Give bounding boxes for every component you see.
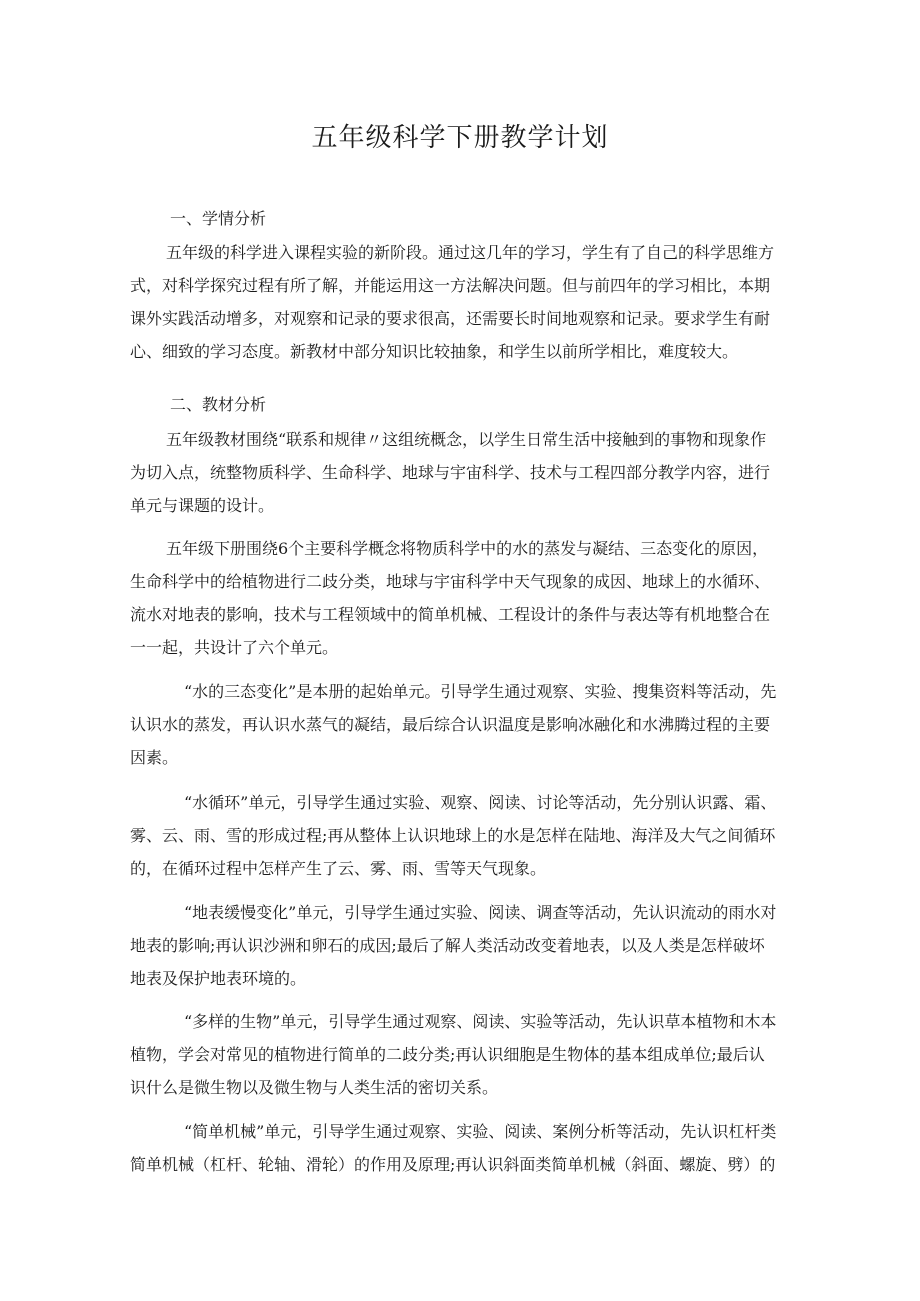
- text-line: 为切入点，统整物质科学、生命科学、地球与宇宙科学、技术与工程四部分教学内容，进行: [130, 463, 771, 482]
- text-line: 式，对科学探究过程有所了解，并能运用这一方法解决问题。但与前四年的学习相比，本期: [130, 276, 771, 295]
- text-line: 流水对地表的影响，技术与工程领域中的简单机械、工程设计的条件与表达等有机地整合在: [130, 605, 771, 624]
- text-line: “水的三态变化”是本册的起始单元。引导学生通过观察、实验、搜集资料等活动，先: [184, 682, 777, 701]
- text-line: 简单机械（杠杆、轮轴、滑轮）的作用及原理;再认识斜面类简单机械（斜面、螺旋、劈）的: [130, 1155, 776, 1174]
- paragraph-unit-simple-machines: [130, 1115, 830, 1181]
- text-line: 一一起，共设计了六个单元。: [130, 638, 339, 657]
- text-line: 因素。: [130, 748, 179, 767]
- document-title: 五年级科学下册教学计划: [311, 123, 609, 153]
- text-line: “简单机械”单元，引导学生通过观察、实验、阅读、案例分析等活动，先认识杠杆类: [184, 1122, 777, 1141]
- paragraph-student-analysis: [130, 236, 830, 368]
- text-line: 认识水的蒸发，再认识水蒸气的凝结，最后综合认识温度是影响冰融化和水沸腾过程的主要: [130, 715, 771, 734]
- text-line: 雾、云、雨、雪的形成过程;再从整体上认识地球上的水是怎样在陆地、海洋及大气之间循环: [130, 826, 776, 845]
- paragraph-unit-water-states: [130, 675, 830, 774]
- text-line: 课外实践活动增多，对观察和记录的要求很高，还需要长时间地观察和记录。要求学生有耐: [130, 309, 771, 328]
- text-line: 五年级的科学进入课程实验的新阶段。通过这几年的学习，学生有了自己的科学思维方: [166, 243, 775, 262]
- text-line: 单元与课题的设计。: [130, 496, 275, 515]
- text-line: 五年级教材围绕“联系和规律〃这组统概念，以学生日常生活中接触到的事物和现象作: [166, 430, 767, 449]
- section-heading-textbook-analysis: 二、教材分析: [170, 395, 267, 414]
- paragraph-book-concepts: [130, 532, 830, 664]
- paragraph-textbook-overview: [130, 423, 830, 522]
- paragraph-unit-living-things: [130, 1005, 830, 1104]
- text-line: “水循环”单元，引导学生通过实验、观察、阅读、讨论等活动，先分别认识露、霜、: [184, 793, 777, 812]
- section-heading-student-analysis: 一、学情分析: [170, 209, 267, 228]
- text-line: 植物，学会对常见的植物进行简单的二歧分类;再认识细胞是生物体的基本组成单位;最后认: [130, 1045, 765, 1064]
- text-line: 五年级下册围绕6个主要科学概念将物质科学中的水的蒸发与凝结、三态变化的原因，: [166, 539, 769, 558]
- text-line: “多样的生物”单元，引导学生通过观察、阅读、实验等活动，先认识草本植物和木本: [184, 1012, 777, 1031]
- text-line: 地表的影响;再认识沙洲和卵石的成因;最后了解人类活动改变着地表，以及人类是怎样破坏: [130, 936, 765, 955]
- text-line: 生命科学中的给植物进行二歧分类，地球与宇宙科学中天气现象的成因、地球上的水循环、: [130, 572, 771, 591]
- text-line: 的，在循环过程中怎样产生了云、雾、雨、雪等天气现象。: [130, 859, 547, 878]
- text-line: 心、细致的学习态度。新教材中部分知识比较抽象，和学生以前所学相比，难度较大。: [130, 342, 739, 361]
- text-line: 地表及保护地表环境的。: [130, 969, 307, 988]
- paragraph-unit-water-cycle: [130, 786, 830, 885]
- text-line: 识什么是微生物以及微生物与人类生活的密切关系。: [130, 1078, 499, 1097]
- text-line: “地表缓慢变化”单元，引导学生通过实验、阅读、调查等活动，先认识流动的雨水对: [184, 903, 777, 922]
- paragraph-unit-surface-change: [130, 896, 830, 995]
